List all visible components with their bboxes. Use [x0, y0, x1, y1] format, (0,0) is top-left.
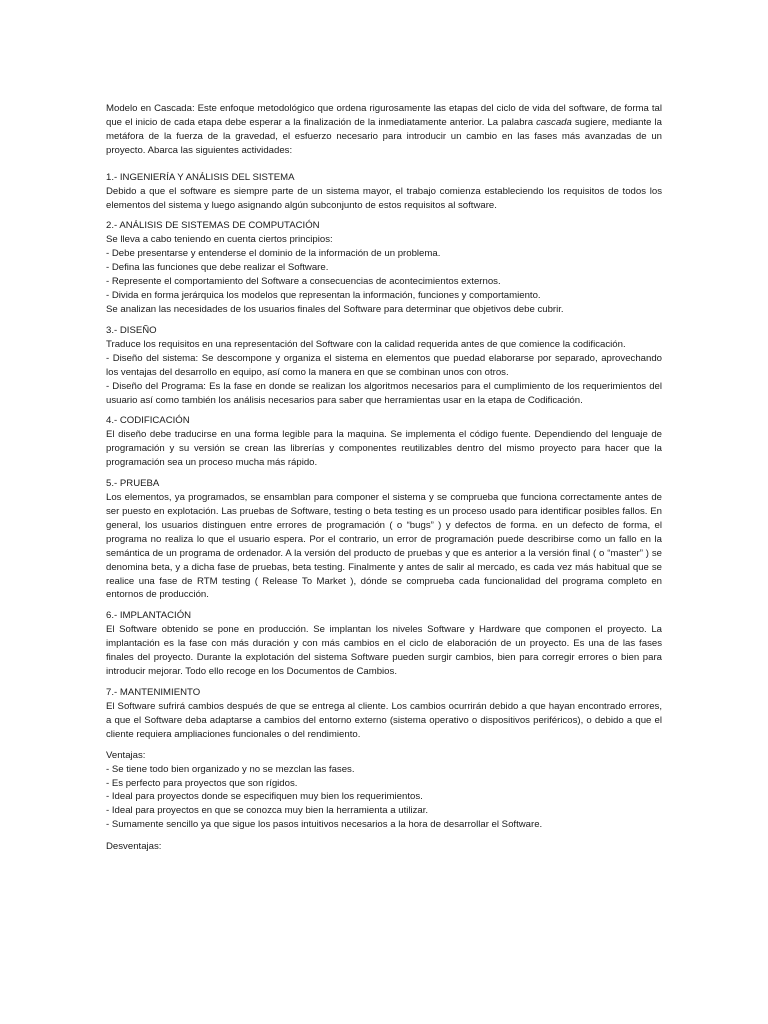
- section-implantacion: [106, 609, 662, 679]
- section-analisis: [106, 219, 662, 316]
- section-paragraph: - Diseño del Programa: Es la fase en donde se realizan los algoritmos necesarios para el cumplimiento de los requerimientos del usuario así como también los análisis necesarios para saber que herramientas usar en la etapa de Codificación.: [106, 380, 662, 406]
- list-item: - Es perfecto para proyectos que son rígidos.: [106, 777, 298, 789]
- section-ingenieria: [106, 171, 662, 213]
- section-line: Se analizan las necesidades de los usuarios finales del Software para determinar que objetivos debe cubrir.: [106, 303, 564, 315]
- section-title: 5.- PRUEBA: [106, 478, 160, 490]
- section-paragraph: El Software obtenido se pone en producción. Se implantan los niveles Software y Hardware que componen el proyecto. La implantación es la fase con más duración y con más cambios en el ciclo de elaboración de un proyecto. Es una de las fases finales del proyecto. Durante la explotación del sistema Software pueden surgir cambios, bien para corregir errores o bien para introducir mejorar. Todo ello recoge en los Documentos de Cambios.: [106, 624, 662, 678]
- section-prueba: [106, 477, 662, 602]
- section-title: 2.- ANÁLISIS DE SISTEMAS DE COMPUTACIÓN: [106, 220, 320, 232]
- list-heading: Ventajas:: [106, 749, 146, 761]
- ventajas-list: [106, 749, 662, 832]
- document-page: [106, 102, 662, 862]
- section-line: Se lleva a cabo teniendo en cuenta ciertos principios:: [106, 234, 333, 246]
- section-paragraph: El Software sufrirá cambios después de que se entrega al cliente. Los cambios ocurrirán debido a que hayan encontrado errores, a que el Software deba adaptarse a cambios del entorno externo (sistema operativo o dispositivos periféricos), o debido a que el cliente requiera ampliaciones funcionales o del rendimiento.: [106, 701, 662, 740]
- section-paragraph: - Diseño del sistema: Se descompone y organiza el sistema en elementos que puedad elaborarse por separado, aprovechando los ventajas del desarrollo en equipo, así como la manera en que se combinan unos con otros.: [106, 352, 662, 378]
- section-title: 4.- CODIFICACIÓN: [106, 415, 190, 427]
- list-heading: Desventajas:: [106, 841, 162, 853]
- list-item: - Ideal para proyectos donde se especifiquen muy bien los requerimientos.: [106, 791, 423, 803]
- desventajas-list: [106, 840, 662, 854]
- intro-paragraph: [106, 102, 662, 158]
- section-title: 1.- INGENIERÍA Y ANÁLISIS DEL SISTEMA: [106, 171, 295, 183]
- section-title: 7.- MANTENIMIENTO: [106, 687, 201, 698]
- bullet-item: - Represente el comportamiento del Software a consecuencias de acontecimientos externos.: [106, 276, 501, 288]
- section-paragraph: Debido a que el software es siempre parte de un sistema mayor, el trabajo comienza estableciendo los requisitos de todos los elementos del sistema y luego asignando algún subconjunto de estos requisitos al software.: [106, 185, 662, 211]
- intro-italic-word: cascada: [536, 116, 572, 128]
- section-paragraph: Traduce los requisitos en una representación del Software con la calidad requerida antes de que comience la codificación.: [106, 338, 626, 350]
- bullet-item: - Defina las funciones que debe realizar el Software.: [106, 262, 329, 274]
- list-item: - Se tiene todo bien organizado y no se mezclan las fases.: [106, 763, 355, 775]
- bullet-item: - Divida en forma jerárquica los modelos que representan la información, funciones y comportamiento.: [106, 290, 541, 302]
- section-title: 3.- DISEÑO: [106, 324, 157, 336]
- section-title: 6.- IMPLANTACIÓN: [106, 610, 192, 622]
- section-paragraph: El diseño debe traducirse en una forma legible para la maquina. Se implementa el código fuente. Dependiendo del lenguaje de programación y su versión se crean las librerías y componentes reutilizables dentro del mismo proyecto para hacer que la programación sea un proceso mucha más rápido.: [106, 429, 662, 469]
- section-codificacion: [106, 414, 662, 470]
- list-item: - Ideal para proyectos en que se conozca muy bien la herramienta a utilizar.: [106, 805, 429, 817]
- list-item: - Sumamente sencillo ya que sigue los pasos intuitivos necesarios a la hora de desarrollar el Software.: [106, 819, 543, 831]
- section-mantenimiento: [106, 686, 662, 742]
- bullet-item: - Debe presentarse y entenderse el dominio de la información de un problema.: [106, 248, 441, 260]
- intro-text-start: Modelo en Cascada: Este enfoque metodológico que ordena rigurosamente las etapas del ciclo de vida del software, de forma tal que el inicio de cada etapa debe esperar a la finalización de la inmediatamente anterior. La palabra: [106, 103, 662, 128]
- intro-text-end: sugiere, mediante la metáfora de la fuerza de la gravedad, el esfuerzo necesario para introducir un cambio en las fases más avanzadas de un proyecto. Abarca las siguientes actividades:: [106, 116, 662, 156]
- section-diseno: [106, 324, 662, 408]
- section-paragraph: Los elementos, ya programados, se ensamblan para componer el sistema y se comprueba que funciona correctamente antes de ser puesto en explotación. Las pruebas de Software, testing o beta testing es un proceso usado para identificar posibles fallos. En general, los usuarios distinguen entre errores de programación ( o “bugs” ) y defectos de forma. en un defecto de forma, el programa no realiza lo que el usuario espera. Por el contrario, un error de programación puede describirse como un fallo en la semántica de un programa de ordenador. A la versión del producto de pruebas y que es anterior a la versión final ( o “master” ) se denomina beta, y a dicha fase de pruebas, beta testing. Finalmente y antes de salir al mercado, es cada vez más habitual que se realice una fase de RTM testing ( Release To Market ), dónde se comprueba cada funcionalidad del programa completo en entornos de producción.: [106, 492, 662, 601]
